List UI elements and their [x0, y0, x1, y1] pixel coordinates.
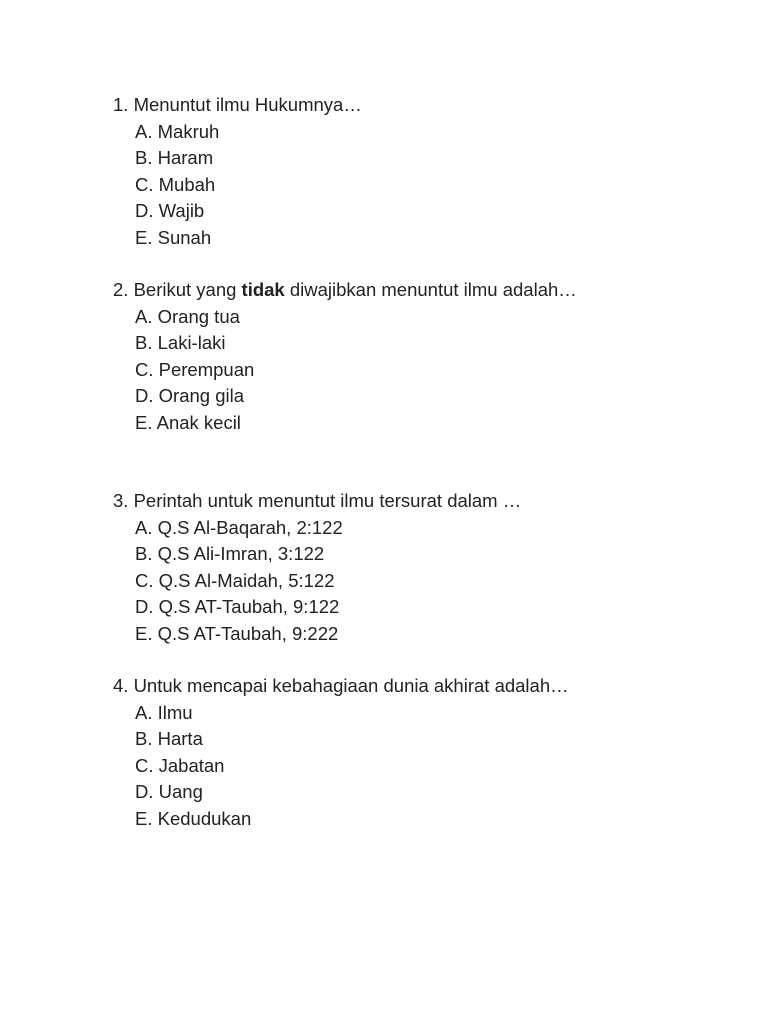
question-1-stem: [113, 92, 362, 119]
question-1-stem-text: 1. Menuntut ilmu Hukumnya…: [113, 94, 362, 115]
question-4-stem: [113, 673, 569, 700]
question-2-option-c: C. Perempuan: [135, 358, 255, 380]
question-2-option-e: E. Anak kecil: [135, 411, 241, 433]
question-2-stem-emphasis: tidak: [241, 279, 285, 300]
question-2: [113, 277, 577, 436]
question-1-option-c: C. Mubah: [135, 173, 216, 195]
question-3-option-c: C. Q.S Al-Maidah, 5:122: [135, 569, 335, 591]
question-4-option-c: C. Jabatan: [135, 754, 225, 776]
question-4-option-a: A. Ilmu: [135, 701, 193, 723]
question-3-option-e: E. Q.S AT-Taubah, 9:222: [135, 622, 339, 644]
question-1-option-d: D. Wajib: [135, 200, 205, 221]
question-3-option-b: B. Q.S Ali-Imran, 3:122: [135, 543, 325, 564]
question-3-option-a: A. Q.S Al-Baqarah, 2:122: [135, 516, 343, 538]
question-3: [113, 488, 521, 647]
question-2-stem: [113, 277, 577, 304]
question-2-stem-text-after: diwajibkan menuntut ilmu adalah…: [284, 279, 577, 300]
question-3-options: [113, 515, 521, 648]
question-4-option-d: D. Uang: [135, 781, 203, 802]
question-1: [113, 92, 362, 251]
question-4-stem-text: 4. Untuk mencapai kebahagiaan dunia akhirat adalah…: [113, 675, 569, 696]
question-2-option-a: A. Orang tua: [135, 305, 240, 327]
question-1-option-a: A. Makruh: [135, 120, 220, 142]
question-1-options: [113, 119, 362, 252]
question-4-option-b: B. Harta: [135, 728, 203, 749]
question-2-option-d: D. Orang gila: [135, 385, 244, 406]
question-4-option-e: E. Kedudukan: [135, 807, 252, 829]
question-1-option-b: B. Haram: [135, 147, 214, 168]
question-3-stem-text: 3. Perintah untuk menuntut ilmu tersurat dalam …: [113, 490, 522, 511]
question-4-options: [113, 700, 569, 833]
question-1-option-e: E. Sunah: [135, 226, 212, 248]
question-2-option-b: B. Laki-laki: [135, 332, 226, 353]
question-4: [113, 673, 569, 832]
question-3-stem: [113, 488, 521, 515]
question-3-option-d: D. Q.S AT-Taubah, 9:122: [135, 596, 340, 617]
question-2-options: [113, 304, 577, 437]
question-2-stem-text-before: 2. Berikut yang: [113, 279, 242, 300]
